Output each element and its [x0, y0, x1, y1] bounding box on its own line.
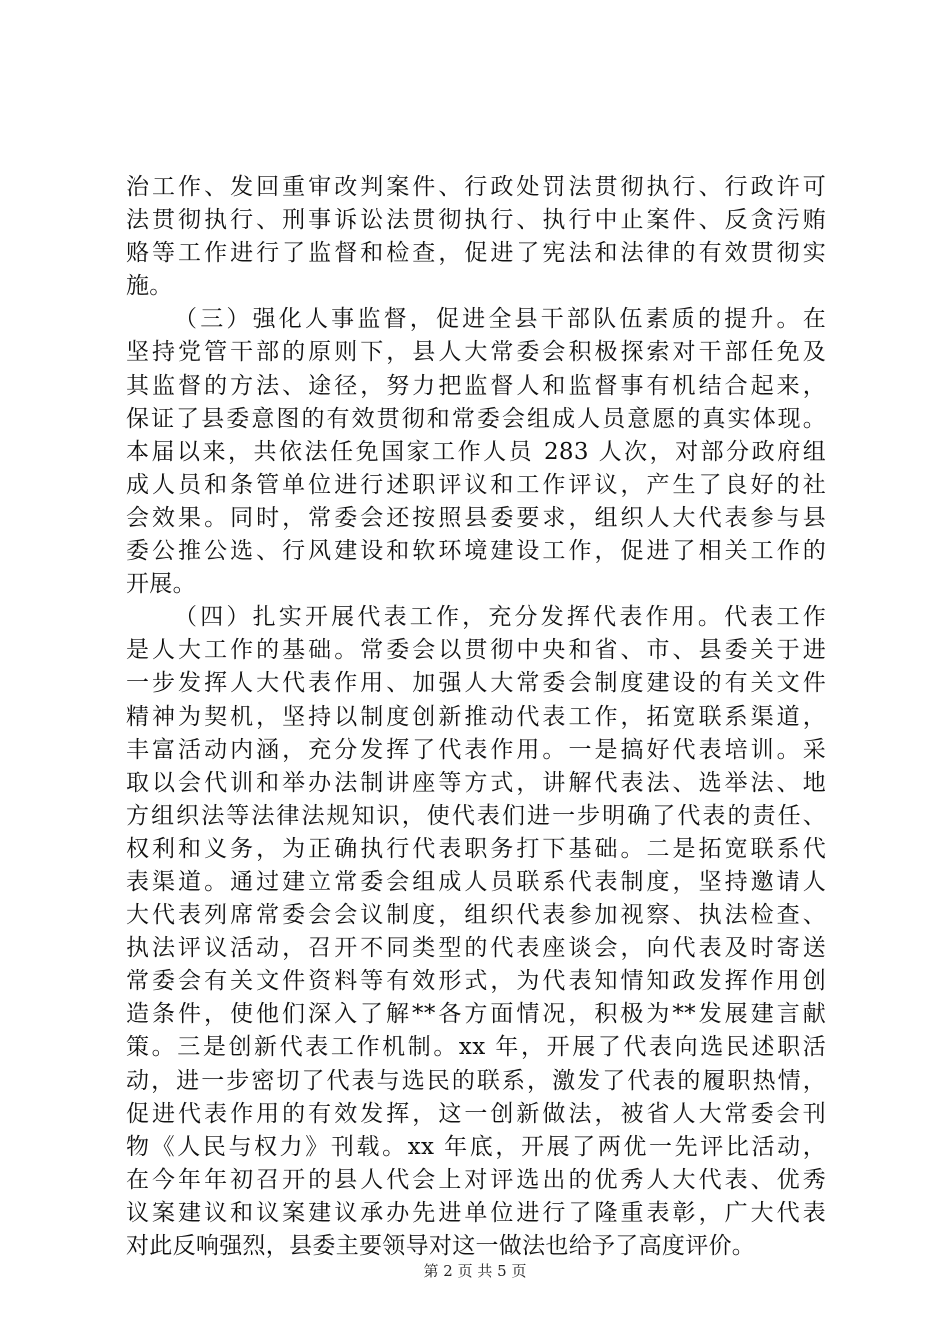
text-line: 丰富活动内涵，充分发挥了代表作用。一是搞好代表培训。采 [126, 736, 826, 763]
text-line: 本届以来，共依法任免国家工作人员 283 人次，对部分政府组 [126, 438, 826, 465]
text-line: （三）强化人事监督，促进全县干部队伍素质的提升。在 [174, 306, 826, 333]
text-line: 赂等工作进行了监督和检查，促进了宪法和法律的有效贯彻实 [126, 240, 826, 267]
body-text [126, 171, 826, 1263]
text-line: 法贯彻执行、刑事诉讼法贯彻执行、执行中止案件、反贪污贿 [126, 207, 826, 234]
text-line: 物《人民与权力》刊载。xx 年底，开展了两优一先评比活动， [126, 1133, 826, 1160]
text-line: 其监督的方法、途径，努力把监督人和监督事有机结合起来， [126, 372, 826, 399]
text-line: 在今年年初召开的县人代会上对评选出的优秀人大代表、优秀 [126, 1166, 826, 1193]
text-line: 坚持党管干部的原则下，县人大常委会积极探索对干部任免及 [126, 339, 826, 366]
text-line: 常委会有关文件资料等有效形式，为代表知情知政发挥作用创 [126, 968, 826, 995]
text-line: 施。 [126, 273, 173, 300]
text-line: 治工作、发回重审改判案件、行政处罚法贯彻执行、行政许可 [126, 174, 826, 200]
text-line: 精神为契机，坚持以制度创新推动代表工作，拓宽联系渠道， [126, 703, 826, 730]
text-line: 权利和义务，为正确执行代表职务打下基础。二是拓宽联系代 [126, 835, 826, 862]
text-line: 委公推公选、行风建设和软环境建设工作，促进了相关工作的 [126, 538, 826, 565]
text-line: （四）扎实开展代表工作，充分发挥代表作用。代表工作 [174, 604, 826, 631]
text-line: 促进代表作用的有效发挥，这一创新做法，被省人大常委会刊 [126, 1100, 826, 1127]
page-footer: 第 2 页 共 5 页 [423, 1262, 527, 1280]
text-line: 策。三是创新代表工作机制。xx 年，开展了代表向选民述职活 [126, 1034, 826, 1061]
text-line: 开展。 [126, 571, 196, 598]
text-line: 大代表列席常委会会议制度，组织代表参加视察、执法检查、 [126, 902, 826, 929]
text-line: 对此反响强烈，县委主要领导对这一做法也给予了高度评价。 [126, 1233, 756, 1259]
text-line: 取以会代训和举办法制讲座等方式，讲解代表法、选举法、地 [126, 769, 826, 796]
text-line: 保证了县委意图的有效贯彻和常委会组成人员意愿的真实体现。 [126, 405, 826, 432]
text-line: 会效果。同时，常委会还按照县委要求，组织人大代表参与县 [126, 504, 826, 531]
text-line: 一步发挥人大代表作用、加强人大常委会制度建设的有关文件 [126, 670, 826, 697]
text-line: 是人大工作的基础。常委会以贯彻中央和省、市、县委关于进 [126, 637, 826, 664]
text-line: 成人员和条管单位进行述职评议和工作评议，产生了良好的社 [126, 471, 826, 498]
text-line: 表渠道。通过建立常委会组成人员联系代表制度，坚持邀请人 [126, 868, 826, 895]
text-line: 造条件，使他们深入了解**各方面情况，积极为**发展建言献 [126, 1001, 826, 1028]
text-line: 动，进一步密切了代表与选民的联系，激发了代表的履职热情， [126, 1067, 826, 1094]
text-line: 执法评议活动，召开不同类型的代表座谈会，向代表及时寄送 [126, 935, 826, 962]
text-line: 议案建议和议案建议承办先进单位进行了隆重表彰，广大代表 [126, 1199, 826, 1226]
text-line: 方组织法等法律法规知识，使代表们进一步明确了代表的责任、 [126, 802, 826, 829]
